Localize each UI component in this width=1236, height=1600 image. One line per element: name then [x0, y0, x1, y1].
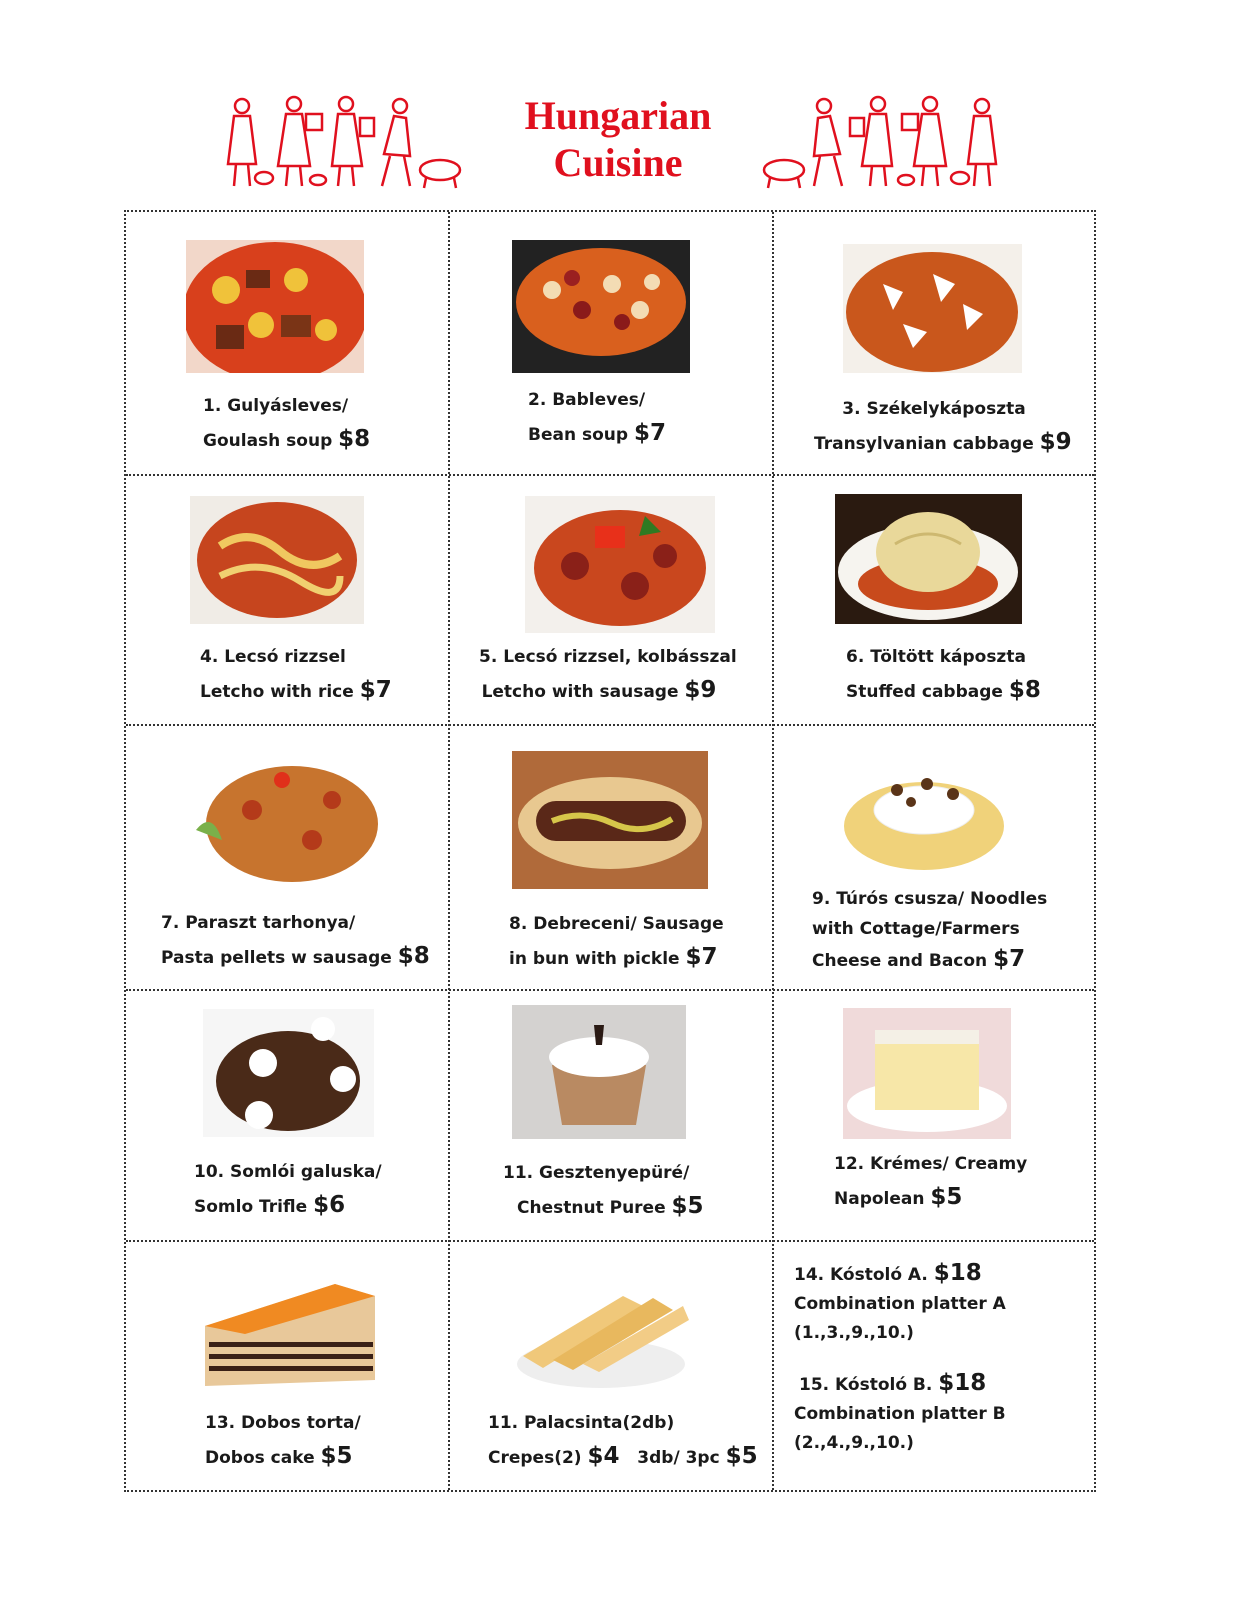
price: $9 [1039, 429, 1072, 455]
price: $8 [1008, 677, 1041, 703]
somlo-trifle-photo [203, 1009, 374, 1137]
menu-title [500, 92, 736, 186]
sausage-bun-photo [512, 751, 708, 889]
letcho-sausage-photo [525, 496, 715, 633]
menu-item: 8. Debreceni/ Sausage in bun with pickle $7 [509, 914, 724, 970]
menu-item: 5. Lecsó rizzsel, kolbásszal Letcho with sausage $9 [479, 647, 737, 703]
row-divider [126, 724, 1094, 726]
price: $7 [633, 420, 666, 446]
menu-item: 1. Gulyásleves/ Goulash soup $8 [203, 396, 371, 452]
combo-platter: 15. Kóstoló B. $18 Combination platter B (2.,4.,9.,10.) [794, 1370, 1006, 1453]
price: $8 [397, 943, 430, 969]
cottage-noodles-photo [837, 750, 1011, 874]
price: $18 [938, 1370, 987, 1396]
menu-item: 3. Székelykáposzta Transylvanian cabbage $9 [814, 399, 1072, 455]
creamy-napolean-photo [843, 1008, 1011, 1139]
letcho-rice-photo [190, 496, 364, 624]
menu-item: 11. Gesztenyepüré/ Chestnut Puree $5 [503, 1163, 704, 1219]
row-divider [126, 1240, 1094, 1242]
row-divider [126, 474, 1094, 476]
price: $7 [685, 944, 718, 970]
chestnut-puree-photo [512, 1005, 686, 1139]
transylvanian-cabbage-photo [843, 244, 1022, 373]
goulash-soup-photo [186, 240, 364, 373]
menu-item: 6. Töltött káposzta Stuffed cabbage $8 [846, 647, 1041, 703]
column-divider [448, 212, 450, 1490]
bean-soup-photo [512, 240, 690, 373]
price: $7 [359, 677, 392, 703]
menu-item: 2. Bableves/ Bean soup $7 [528, 390, 666, 446]
menu-item: 11. Palacsinta(2db) Crepes(2) $4 3db/ 3pc $5 [488, 1413, 758, 1469]
price: $4 [587, 1443, 620, 1469]
price: $7 [993, 946, 1026, 972]
price: $18 [933, 1260, 982, 1286]
price: $5 [930, 1184, 963, 1210]
menu-item: 13. Dobos torta/ Dobos cake $5 [205, 1413, 361, 1469]
menu-item: 9. Túrós csusza/ Noodles with Cottage/Farmers Cheese and Bacon $7 [812, 889, 1048, 972]
menu-item: 10. Somlói galuska/ Somlo Trifle $6 [194, 1162, 382, 1218]
stuffed-cabbage-photo [835, 494, 1022, 624]
row-divider [126, 989, 1094, 991]
folk-people-icon [760, 94, 1010, 194]
dobos-cake-photo [185, 1276, 395, 1389]
column-divider [772, 212, 774, 1490]
price: $6 [313, 1192, 346, 1218]
folk-people-icon [214, 94, 464, 194]
price: $8 [338, 426, 371, 452]
combo-platter: 14. Kóstoló A. $18 Combination platter A (1.,3.,9.,10.) [794, 1260, 1006, 1343]
menu-item: 7. Paraszt tarhonya/ Pasta pellets w sausage $8 [161, 913, 430, 969]
title-line-2: Cuisine [553, 140, 683, 185]
price: $5 [320, 1443, 353, 1469]
pasta-pellets-photo [192, 750, 380, 890]
title-line-1: Hungarian [524, 93, 712, 138]
crepes-photo [513, 1276, 690, 1393]
menu-item: 12. Krémes/ Creamy Napolean $5 [834, 1154, 1028, 1210]
price: $5 [725, 1443, 758, 1469]
price: $9 [684, 677, 717, 703]
price: $5 [671, 1193, 704, 1219]
menu-item: 4. Lecsó rizzsel Letcho with rice $7 [200, 647, 392, 703]
